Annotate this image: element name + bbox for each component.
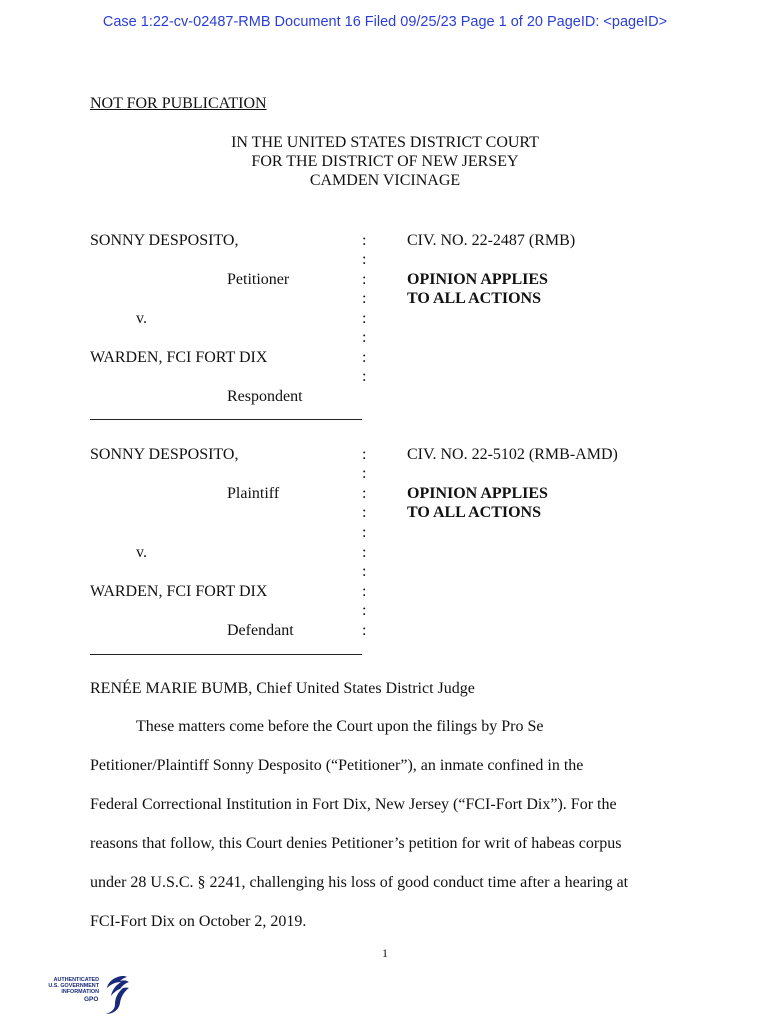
colon: : bbox=[362, 524, 367, 541]
page-number: 1 bbox=[382, 946, 388, 960]
colon: : bbox=[362, 290, 367, 307]
colon: : bbox=[362, 622, 367, 639]
gpo-line-2: U.S. GOVERNMENT bbox=[48, 983, 99, 989]
caption2-versus: v. bbox=[136, 544, 147, 561]
colon: : bbox=[362, 349, 367, 366]
caption2-divider bbox=[90, 654, 362, 655]
body-line: under 28 U.S.C. § 2241, challenging his loss of good conduct time after a hearing at bbox=[90, 874, 629, 891]
colon: : bbox=[362, 446, 367, 463]
caption1-party1-role: Petitioner bbox=[227, 271, 290, 288]
body-line: Petitioner/Plaintiff Sonny Desposito (“Petitioner”), an inmate confined in the bbox=[90, 757, 584, 774]
colon: : bbox=[362, 583, 367, 600]
caption1-opinion-line-1: OPINION APPLIES bbox=[407, 271, 548, 288]
colon: : bbox=[362, 563, 367, 580]
gpo-authentication-logo bbox=[44, 972, 134, 1018]
caption2-civil-number: CIV. NO. 22-5102 (RMB-AMD) bbox=[407, 446, 618, 463]
caption2-party2-role: Defendant bbox=[227, 622, 294, 639]
colon: : bbox=[362, 232, 367, 249]
judge-line: RENÉE MARIE BUMB, Chief United States District Judge bbox=[90, 680, 475, 697]
gpo-line-1: AUTHENTICATED bbox=[53, 977, 99, 983]
caption1-divider bbox=[90, 419, 362, 420]
gpo-line-4: GPO bbox=[84, 996, 99, 1003]
colon: : bbox=[362, 329, 367, 346]
colon: : bbox=[362, 251, 367, 268]
caption2-party2: WARDEN, FCI FORT DIX bbox=[90, 583, 268, 600]
colon: : bbox=[362, 310, 367, 327]
body-line: Federal Correctional Institution in Fort Dix, New Jersey (“FCI-Fort Dix”). For the bbox=[90, 796, 617, 813]
court-line-2: FOR THE DISTRICT OF NEW JERSEY bbox=[251, 153, 519, 170]
eagle-logo-icon bbox=[100, 974, 130, 1016]
colon: : bbox=[362, 485, 367, 502]
colon: : bbox=[362, 368, 367, 385]
publication-notice: NOT FOR PUBLICATION bbox=[90, 95, 267, 112]
colon: : bbox=[362, 544, 367, 561]
colon: : bbox=[362, 271, 367, 288]
gpo-line-3: INFORMATION bbox=[61, 989, 99, 995]
caption1-party2-role: Respondent bbox=[227, 388, 303, 405]
caption1-versus: v. bbox=[136, 310, 147, 327]
colon: : bbox=[362, 504, 367, 521]
caption1-party2: WARDEN, FCI FORT DIX bbox=[90, 349, 268, 366]
colon: : bbox=[362, 465, 367, 482]
caption2-party1-role: Plaintiff bbox=[227, 485, 280, 502]
caption1-civil-number: CIV. NO. 22-2487 (RMB) bbox=[407, 232, 576, 249]
caption2-party1: SONNY DESPOSITO, bbox=[90, 446, 239, 463]
court-line-3: CAMDEN VICINAGE bbox=[309, 172, 461, 189]
body-line: reasons that follow, this Court denies Petitioner’s petition for writ of habeas corpus bbox=[90, 835, 622, 852]
caption2-opinion-line-2: TO ALL ACTIONS bbox=[407, 504, 541, 521]
caption2-opinion-line-1: OPINION APPLIES bbox=[407, 485, 548, 502]
body-line: These matters come before the Court upon the filings by Pro Se bbox=[136, 718, 544, 735]
court-line-1: IN THE UNITED STATES DISTRICT COURT bbox=[231, 134, 539, 151]
case-header: Case 1:22-cv-02487-RMB Document 16 Filed 09/25/23 Page 1 of 20 PageID: <pageID> bbox=[102, 14, 668, 30]
caption1-opinion-line-2: TO ALL ACTIONS bbox=[407, 290, 541, 307]
body-line: FCI-Fort Dix on October 2, 2019. bbox=[90, 913, 307, 930]
colon: : bbox=[362, 602, 367, 619]
caption1-party1: SONNY DESPOSITO, bbox=[90, 232, 239, 249]
